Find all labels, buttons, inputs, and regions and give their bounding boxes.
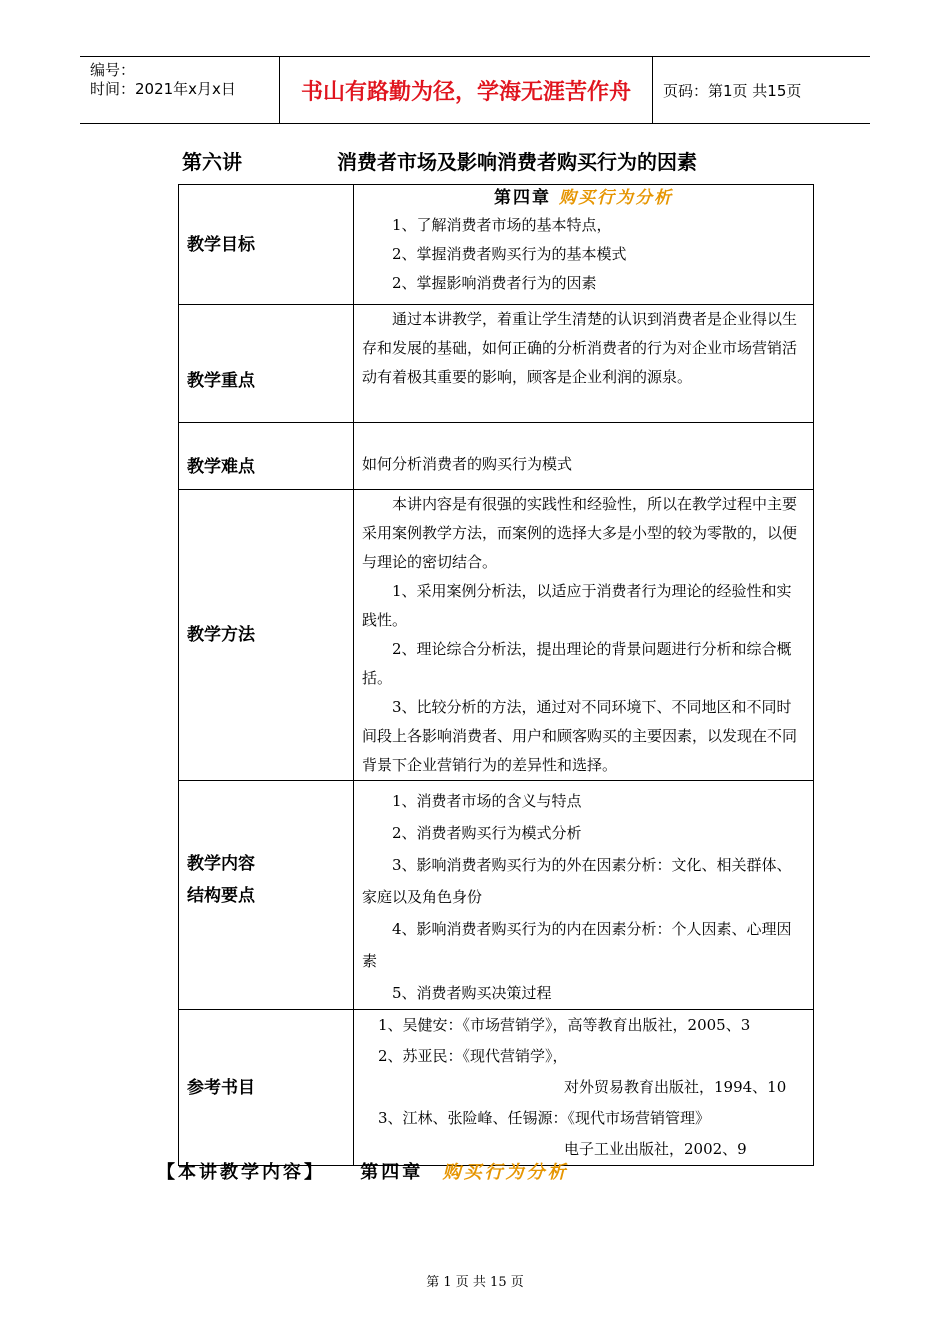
key-text: 通过本讲教学，着重让学生清楚的认识到消费者是企业得以生存和发展的基础，如何正确的分析消费者的行为对企业市场营销活动有着极其重要的影响，顾客是企业利润的源泉。: [362, 310, 798, 386]
row-label: [179, 781, 354, 1010]
row-label: 教学难点: [179, 423, 354, 490]
ref-line: 1、吴健安：《市场营销学》，高等教育出版社，2005、3: [378, 1016, 751, 1034]
row-refs: [179, 1010, 814, 1166]
row-content: [354, 185, 814, 305]
row-label: 参考书目: [179, 1010, 354, 1166]
ref-line: 对外贸易教育出版社，1994、10: [564, 1078, 787, 1096]
goal-item: 1、了解消费者市场的基本特点，: [392, 216, 612, 234]
header-page-info: 页码：第1页 共15页: [663, 81, 802, 100]
ref-line: 3、江林、张险峰、任锡源：《现代市场营销管理》: [378, 1109, 711, 1127]
row-goals: [179, 185, 814, 305]
method-para: 3、比较分析的方法，通过对不同环境下、不同地区和不同时间段上各影响消费者、用户和顾客购买的主要因素，以发现在不同背景下企业营销行为的差异性和选择。: [362, 698, 798, 774]
ref-line: 2、苏亚民：《现代营销学》，: [378, 1047, 568, 1065]
row-content: [354, 490, 814, 781]
time-label: 时间：2021年x月x日: [90, 80, 236, 98]
content-para: 2、消费者购买行为模式分析: [392, 824, 582, 842]
page-header: [80, 56, 870, 124]
label-line: 结构要点: [187, 886, 255, 906]
content-para: 3、影响消费者购买行为的外在因素分析：文化、相关群体、家庭以及角色身份: [362, 856, 792, 906]
header-motto: 书山有路勤为径，学海无涯苦作舟: [280, 57, 653, 123]
section-chapter-name: 购买行为分析: [442, 1162, 569, 1183]
section-prefix: 【本讲教学内容】: [157, 1162, 325, 1183]
row-content: [354, 423, 814, 490]
content-para: 5、消费者购买决策过程: [392, 984, 552, 1002]
section-chapter: 第四章: [360, 1162, 424, 1183]
content-para: 1、消费者市场的含义与特点: [392, 792, 582, 810]
row-content: [354, 1010, 814, 1166]
row-content: [354, 305, 814, 423]
row-difficulty: [179, 423, 814, 490]
row-label: 教学目标: [179, 185, 354, 305]
method-para: 2、理论综合分析法，提出理论的背景问题进行分析和综合概括。: [362, 640, 792, 687]
lecture-number: 第六讲: [182, 150, 242, 174]
chapter-heading: [354, 185, 813, 211]
difficulty-text: 如何分析消费者的购买行为模式: [362, 454, 573, 473]
content-para: 4、影响消费者购买行为的内在因素分析：个人因素、心理因素: [362, 920, 792, 970]
ref-line: 电子工业出版社，2002、9: [564, 1140, 747, 1158]
goal-item: 2、掌握影响消费者行为的因素: [392, 274, 597, 292]
row-label: 教学重点: [179, 305, 354, 423]
label-line: 教学内容: [187, 854, 255, 874]
chapter-prefix: 第四章: [494, 188, 552, 208]
method-para: 本讲内容是有很强的实践性和经验性，所以在教学过程中主要采用案例教学方法，而案例的选择大多是小型的较为零散的，以便与理论的密切结合。: [362, 495, 798, 571]
lecture-title-text: 消费者市场及影响消费者购买行为的因素: [337, 150, 697, 174]
row-label: 教学方法: [179, 490, 354, 781]
row-key: [179, 305, 814, 423]
chapter-name: 购买行为分析: [558, 188, 673, 208]
page-footer: 第 1 页 共 15 页: [426, 1275, 524, 1290]
row-content: [354, 781, 814, 1010]
header-meta: [80, 57, 280, 123]
goal-item: 2、掌握消费者购买行为的基本模式: [392, 245, 627, 263]
teaching-plan-table: [178, 184, 814, 1166]
number-label: 编号：: [90, 61, 136, 79]
method-para: 1、采用案例分析法，以适应于消费者行为理论的经验性和实践性。: [362, 582, 792, 629]
row-content-structure: [179, 781, 814, 1010]
row-method: [179, 490, 814, 781]
section-heading: [157, 1158, 569, 1184]
